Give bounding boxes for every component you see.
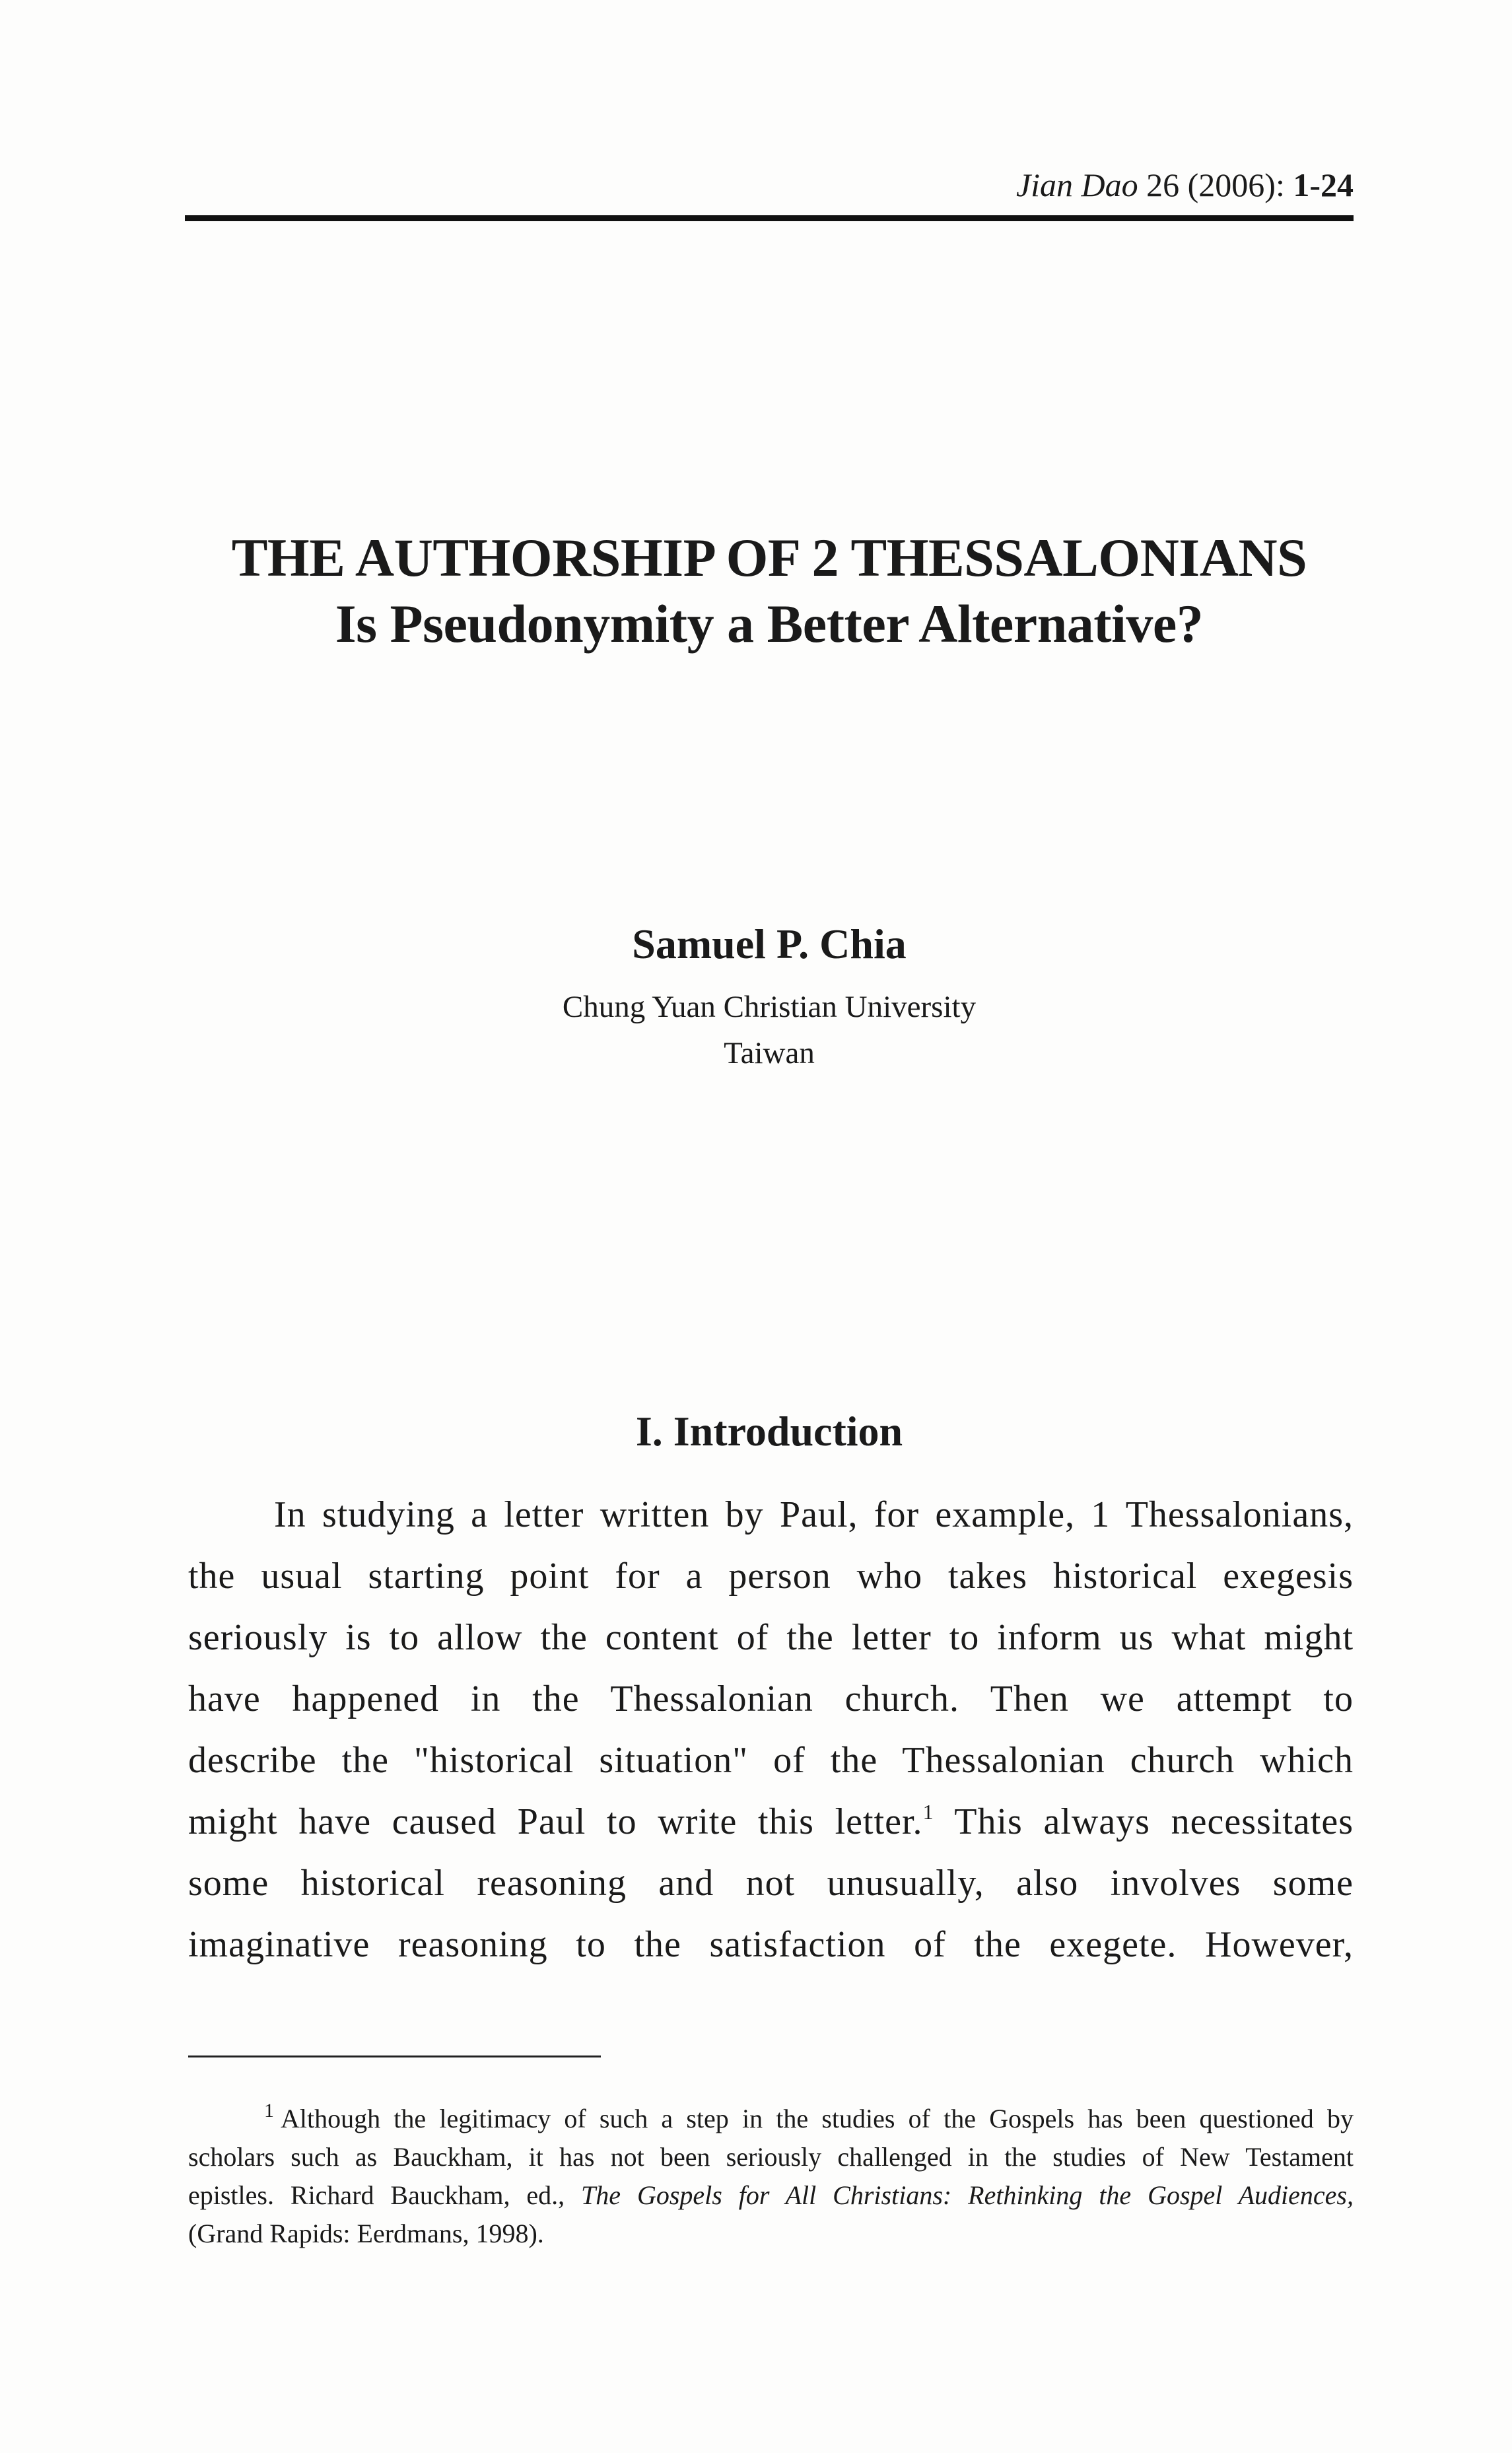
footnote-line: (Grand Rapids: Eerdmans, 1998). <box>188 2219 544 2248</box>
footnote-reference[interactable]: 1 <box>922 1800 934 1824</box>
body-line: describe the "historical situation" of the Thessalonian church which <box>188 1740 1354 1781</box>
body-paragraph <box>188 1484 1354 1976</box>
footnote-text: Although the legitimacy of such a step in the studies of the Gospels has been questioned by <box>281 2104 1354 2133</box>
body-text-segment: might have caused Paul to write this letter. <box>188 1801 923 1842</box>
article-title <box>132 525 1406 657</box>
section-heading: I. Introduction <box>635 1408 903 1455</box>
title-subtitle: Is Pseudonymity a Better Alternative? <box>335 594 1204 654</box>
journal-pages: 1-24 <box>1293 166 1354 203</box>
affiliation-country: Taiwan <box>724 1036 815 1070</box>
footnote <box>188 2100 1354 2253</box>
footnote-number: 1 <box>264 2100 274 2122</box>
footnote-line: scholars such as Bauckham, it has not been seriously challenged in the studies of New Testament <box>188 2142 1354 2172</box>
footnote-text: epistles. Richard Bauckham, ed., <box>188 2180 582 2210</box>
title-main: THE AUTHORSHIP OF 2 THESSALONIANS <box>231 528 1307 588</box>
header-rule <box>185 215 1354 221</box>
footnote-rule <box>188 2056 601 2057</box>
affiliation-institution: Chung Yuan Christian University <box>562 990 977 1024</box>
journal-volume: 26 (2006): <box>1146 166 1285 203</box>
body-line <box>188 1791 1354 1853</box>
running-head <box>185 165 1354 205</box>
footnote-line <box>188 2176 1354 2215</box>
body-line: have happened in the Thessalonian church. Then we attempt to <box>188 1678 1354 1719</box>
author-affiliation <box>185 984 1354 1076</box>
body-line: seriously is to allow the content of the letter to inform us what might <box>188 1617 1354 1658</box>
body-line: imaginative reasoning to the satisfaction of the exegete. However, <box>188 1924 1354 1965</box>
author-name: Samuel P. Chia <box>632 920 907 967</box>
body-line: In studying a letter written by Paul, for example, 1 Thessalonians, <box>274 1494 1354 1535</box>
cited-book-title: The Gospels for All Christians: Rethinking the Gospel Audiences, <box>581 2180 1354 2210</box>
body-text-segment: This always necessitates <box>934 1801 1354 1842</box>
journal-name: Jian Dao <box>1015 166 1138 203</box>
body-line: the usual starting point for a person who takes historical exegesis <box>188 1556 1354 1597</box>
body-line: some historical reasoning and not unusually, also involves some <box>188 1863 1354 1904</box>
footnote-line <box>188 2100 1354 2138</box>
